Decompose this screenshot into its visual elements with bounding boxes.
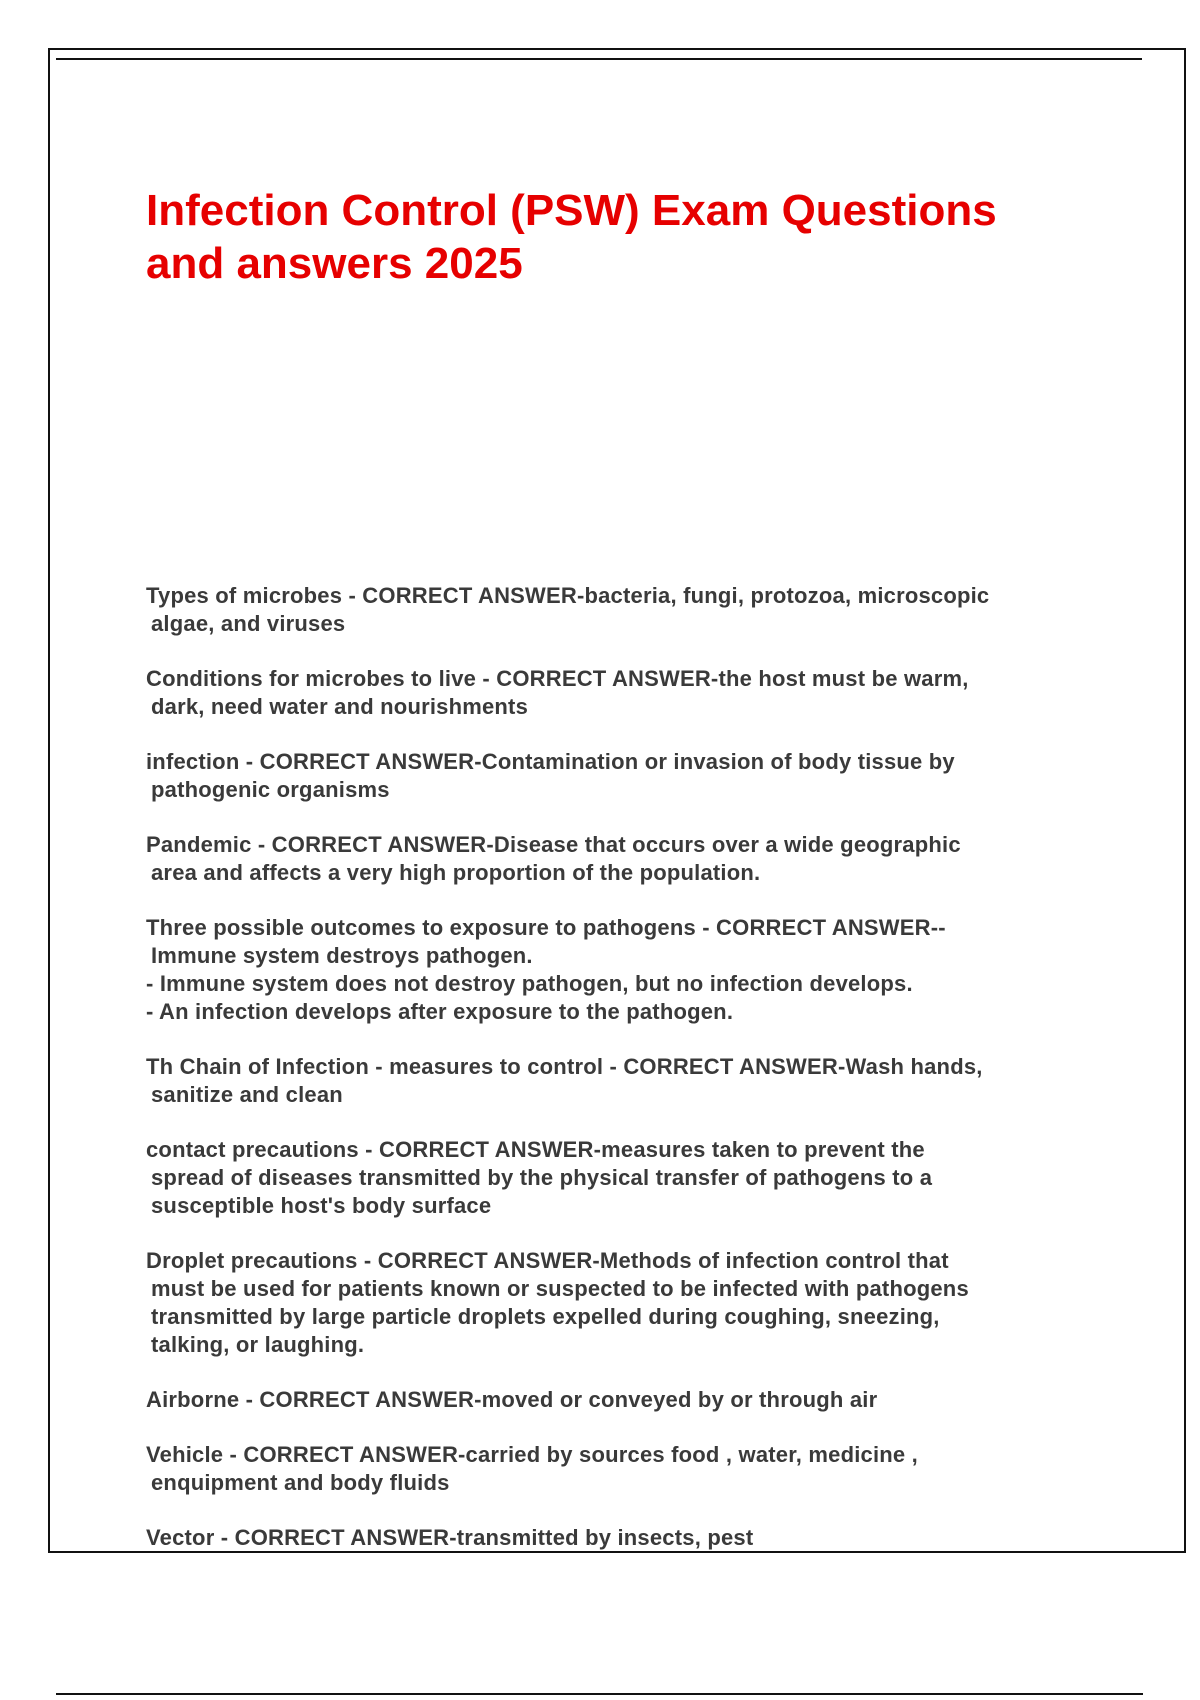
qa-line: Types of microbes - CORRECT ANSWER-bacteria, fungi, protozoa, microscopic — [146, 583, 990, 608]
qa-line: Airborne - CORRECT ANSWER-moved or conveyed by or through air — [146, 1387, 878, 1412]
qa-item-chain-of-infection — [146, 1053, 1146, 1109]
qa-item-infection — [146, 748, 1146, 804]
qa-list — [146, 582, 1146, 1553]
title-line-2: and answers 2025 — [146, 239, 523, 288]
qa-line: - Immune system does not destroy pathogen, but no infection develops. — [146, 971, 913, 996]
qa-item-types-of-microbes — [146, 582, 1146, 638]
qa-item-vector — [146, 1524, 1146, 1552]
qa-line: spread of diseases transmitted by the physical transfer of pathogens to a — [151, 1165, 933, 1190]
qa-line: talking, or laughing. — [151, 1332, 365, 1357]
document-title — [146, 184, 1106, 290]
qa-line: Immune system destroys pathogen. — [151, 943, 533, 968]
qa-line: Conditions for microbes to live - CORRECT ANSWER-the host must be warm, — [146, 666, 969, 691]
qa-line: Pandemic - CORRECT ANSWER-Disease that occurs over a wide geographic — [146, 832, 961, 857]
qa-item-airborne — [146, 1386, 1146, 1414]
bottom-rule — [56, 1693, 1143, 1695]
qa-line: Three possible outcomes to exposure to pathogens - CORRECT ANSWER-- — [146, 915, 946, 940]
qa-line: enquipment and body fluids — [151, 1470, 450, 1495]
qa-line: dark, need water and nourishments — [151, 694, 529, 719]
qa-line: pathogenic organisms — [151, 777, 390, 802]
qa-line: infection - CORRECT ANSWER-Contamination or invasion of body tissue by — [146, 749, 955, 774]
qa-item-conditions-for-microbes — [146, 665, 1146, 721]
qa-line: area and affects a very high proportion of the population. — [151, 860, 761, 885]
qa-item-droplet-precautions — [146, 1247, 1146, 1359]
qa-item-contact-precautions — [146, 1136, 1146, 1220]
qa-line: sanitize and clean — [151, 1082, 343, 1107]
qa-item-vehicle — [146, 1441, 1146, 1497]
qa-line: algae, and viruses — [151, 611, 346, 636]
qa-item-three-outcomes — [146, 914, 1146, 1026]
qa-item-pandemic — [146, 831, 1146, 887]
qa-line: Vector - CORRECT ANSWER-transmitted by insects, pest — [146, 1525, 754, 1550]
qa-line: susceptible host's body surface — [151, 1193, 492, 1218]
qa-line: must be used for patients known or suspected to be infected with pathogens — [151, 1276, 969, 1301]
top-rule — [56, 58, 1142, 60]
qa-line: transmitted by large particle droplets expelled during coughing, sneezing, — [151, 1304, 940, 1329]
qa-line: contact precautions - CORRECT ANSWER-measures taken to prevent the — [146, 1137, 925, 1162]
qa-line: Th Chain of Infection - measures to control - CORRECT ANSWER-Wash hands, — [146, 1054, 983, 1079]
qa-line: Droplet precautions - CORRECT ANSWER-Methods of infection control that — [146, 1248, 949, 1273]
document-page — [48, 48, 1186, 1553]
qa-line: - An infection develops after exposure to the pathogen. — [146, 999, 734, 1024]
qa-line: Vehicle - CORRECT ANSWER-carried by sources food , water, medicine , — [146, 1442, 918, 1467]
title-line-1: Infection Control (PSW) Exam Questions — [146, 186, 997, 235]
